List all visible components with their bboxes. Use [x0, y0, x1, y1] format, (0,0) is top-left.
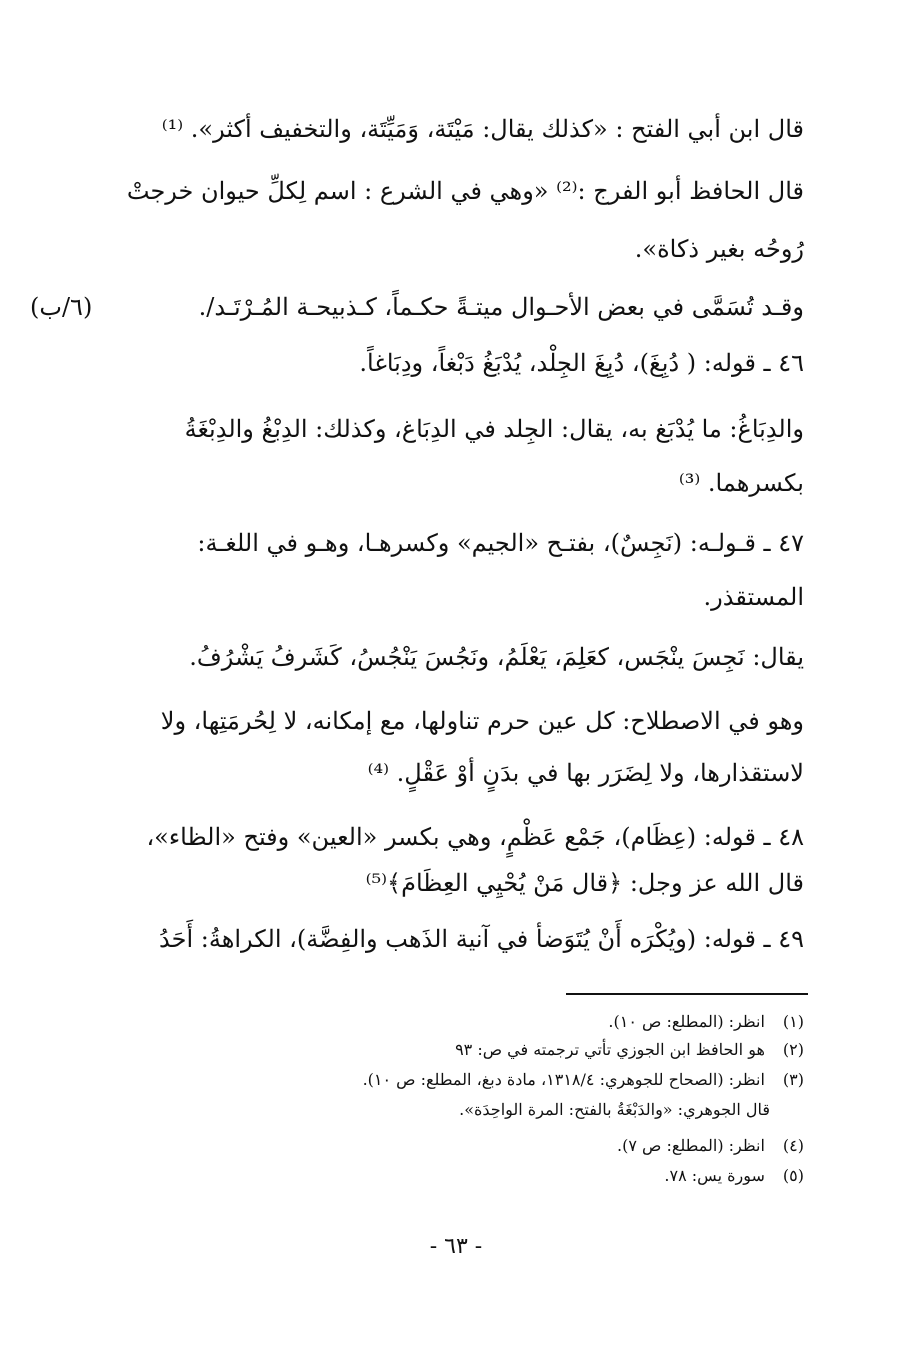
footnote-3 — [204, 1068, 804, 1092]
page-number: - ٦٣ - — [429, 1234, 483, 1259]
footnote-number: (٥) — [782, 1166, 804, 1185]
manuscript-folio-marker: (٦/ب) — [30, 293, 93, 321]
body-line-4: وقـد تُسَمَّى في بعض الأحـوال ميتـةً حكـماً، كـذبيحـة المُـرْتَـد/. — [198, 293, 804, 321]
footnote-text: انظر: (المطلع: ص ١٠). — [608, 1012, 765, 1031]
footnote-1 — [204, 1010, 804, 1034]
footnote-text: انظر: (المطلع: ص ٧). — [617, 1136, 765, 1155]
body-line-1: قال ابن أبي الفتح : «كذلك يقال: مَيْتَة، وَمَيِّتَة، والتخفيف أكثر». ⁽¹⁾ — [161, 115, 804, 143]
body-line-5: ٤٦ ـ قوله: ( دُبِغَ)، دُبِغَ الجِلْد، يُدْبَغُ دَبْغاً، ودِبَاغاً. — [359, 349, 804, 377]
body-line-11: وهو في الاصطلاح: كل عين حرم تناولها، مع إمكانه، لا لِحُرمَتِها، ولا — [160, 707, 804, 735]
body-line-8: ٤٧ ـ قـولـه: (نَجِسٌ)، بفتـح «الجيم» وكسرهـا، وهـو في اللغـة: — [197, 529, 804, 557]
body-line-6: والدِبَاغُ: ما يُدْبَغ به، يقال: الجِلد في الدِبَاغ، وكذلك: الدِبْغُ والدِبْغَةُ — [184, 415, 804, 443]
footnote-separator — [566, 993, 808, 995]
footnote-text: انظر: (الصحاح للجوهري: ١٣١٨/٤، مادة دبغ، المطلع: ص ١٠). — [362, 1070, 765, 1089]
body-line-14: قال الله عز وجل: ﴿قال مَنْ يُحْيِي العِظَامَ﴾⁽⁵⁾ — [365, 869, 804, 897]
body-line-3: رُوحُه بغير ذكاة». — [634, 235, 804, 263]
body-line-13: ٤٨ ـ قوله: (عِظَام)، جَمْع عَظْمٍ، وهي بكسر «العين» وفتح «الظاء»، — [146, 823, 804, 851]
body-line-9: المستقذر. — [703, 583, 804, 611]
footnote-number: (٤) — [782, 1136, 804, 1155]
footnote-number: (٢) — [782, 1040, 804, 1059]
footnote-text: قال الجوهري: «والدَبْغَةُ بالفتح: المرة الواحِدَة». — [459, 1100, 770, 1119]
body-line-2: قال الحافظ أبو الفرج :⁽²⁾ «وهي في الشرع : اسم لِكلِّ حيوان خرجتْ — [126, 177, 804, 205]
footnote-text: سورة يس: ٧٨. — [664, 1166, 765, 1185]
footnote-number: (١) — [782, 1012, 804, 1031]
body-line-15: ٤٩ ـ قوله: (ويُكْرَه أَنْ يُتَوَضأ في آنية الذَهب والفِضَّة)، الكراهةُ: أَحَدُ — [159, 925, 804, 953]
footnote-2 — [204, 1038, 804, 1062]
footnote-5 — [204, 1164, 804, 1188]
body-line-10: يقال: نَجِسَ ينْجَس، كعَلِمَ، يَعْلَمُ، ونَجُسَ يَنْجُسُ، كَشَرفُ يَشْرُفُ. — [189, 643, 804, 671]
footnote-4 — [204, 1134, 804, 1158]
footnote-text: هو الحافظ ابن الجوزي تأتي ترجمته في ص: ٩٣ — [455, 1040, 765, 1059]
body-line-12: لاستقذارها، ولا لِضَرَر بها في بدَنٍ أوْ عَقْلٍ. ⁽⁴⁾ — [367, 759, 804, 787]
footnote-number: (٣) — [782, 1070, 804, 1089]
body-line-7: بكسرهما. ⁽³⁾ — [678, 469, 804, 497]
footnote-3-continuation — [170, 1098, 770, 1122]
